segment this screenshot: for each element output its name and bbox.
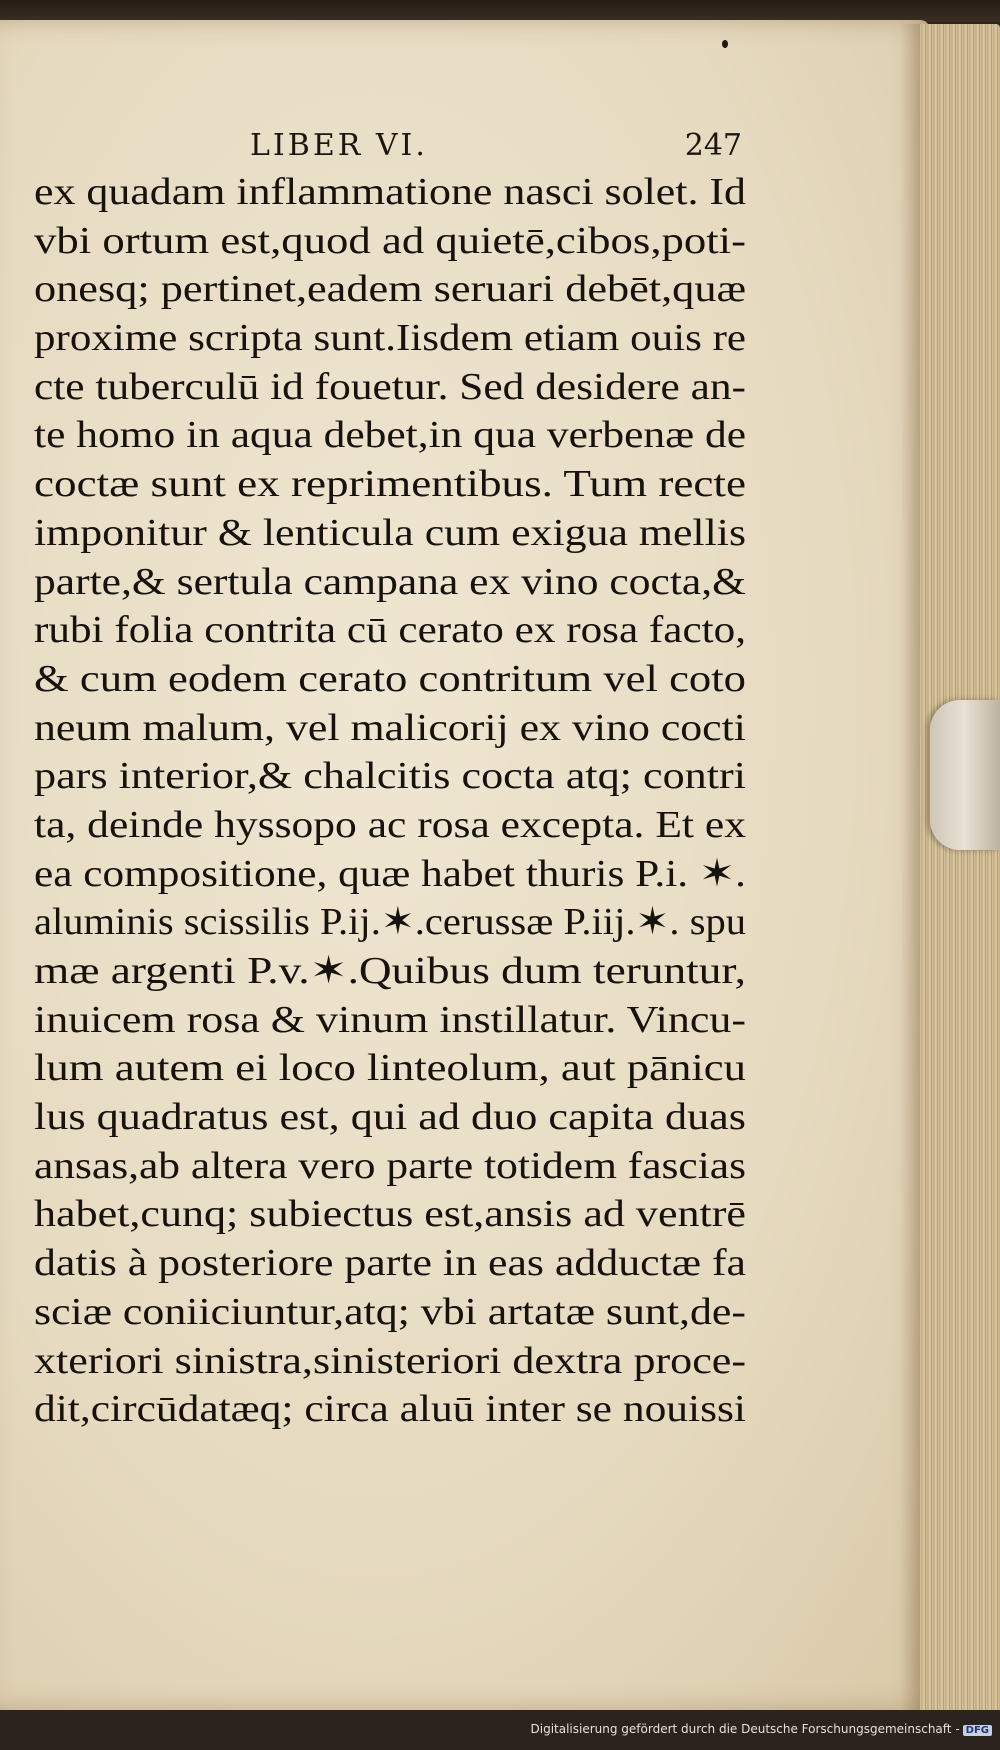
text-line: ta, deinde hyssopo ac rosa excepta. Et ex <box>34 803 746 846</box>
text-line: ansas,ab altera vero parte totidem fascias <box>34 1144 746 1187</box>
text-line: mæ argenti P.v.✶.Quibus dum teruntur, <box>34 950 746 992</box>
text-line: coctæ sunt ex reprimentibus. Tum recte <box>34 463 746 506</box>
text-line: proxime scripta sunt.Iisdem etiam ouis re <box>34 317 746 360</box>
credit-text: Digitalisierung gefördert durch die Deutsche Forschungsgemeinschaft - <box>530 1722 960 1736</box>
text-line: dit,circūdatæq; circa aluū inter se nouissi <box>34 1388 746 1431</box>
scan-top-border <box>0 0 1000 22</box>
page-edges <box>920 24 1000 1714</box>
dfg-logo: DFG <box>963 1725 992 1736</box>
text-line: inuicem rosa & vinum instillatur. Vincu- <box>34 998 746 1041</box>
text-line: lus quadratus est, qui ad duo capita duas <box>34 1096 746 1139</box>
running-title: LIBER VI. <box>250 128 428 163</box>
text-line: cte tuberculū id fouetur. Sed desidere an- <box>34 365 746 408</box>
text-line: ex quadam inflammatione nasci solet. Id <box>34 171 746 213</box>
text-line: onesq; pertinet,eadem seruari debēt,quæ <box>34 268 746 311</box>
text-line: te homo in aqua debet,in qua verbenæ de <box>34 414 746 457</box>
digitization-credit <box>531 1722 993 1736</box>
text-line: neum malum, vel malicorij ex vino cocti <box>34 706 746 749</box>
text-block <box>34 168 746 1434</box>
text-line: ea compositione, quæ habet thuris P.i. ✶. <box>34 852 746 895</box>
text-line: & cum eodem cerato contritum vel coto <box>34 657 746 700</box>
text-line: imponitur & lenticula cum exigua mellis <box>34 511 746 554</box>
text-line: habet,cunq; subiectus est,ansis ad ventrē <box>34 1193 746 1236</box>
text-line: datis à posteriore parte in eas adductæ fa <box>34 1242 746 1285</box>
ink-spot <box>722 40 728 48</box>
text-line: rubi folia contrita cū cerato ex rosa facto, <box>34 609 746 652</box>
page-clip <box>930 700 1000 850</box>
text-line: vbi ortum est,quod ad quietē,cibos,poti- <box>34 219 746 262</box>
text-line: lum autem ei loco linteolum, aut pānicu <box>34 1047 746 1090</box>
text-line: aluminis scissilis P.ij.✶.cerussæ P.iij.✶. spu <box>34 901 746 944</box>
page-header <box>250 128 742 168</box>
text-line: xteriori sinistra,sinisteriori dextra proce- <box>34 1339 747 1382</box>
folio-number: 247 <box>684 128 742 163</box>
text-line: parte,& sertula campana ex vino cocta,& <box>34 560 746 603</box>
text-line: pars interior,& chalcitis cocta atq; contri <box>34 755 746 798</box>
text-line: sciæ coniiciuntur,atq; vbi artatæ sunt,de- <box>34 1290 746 1333</box>
